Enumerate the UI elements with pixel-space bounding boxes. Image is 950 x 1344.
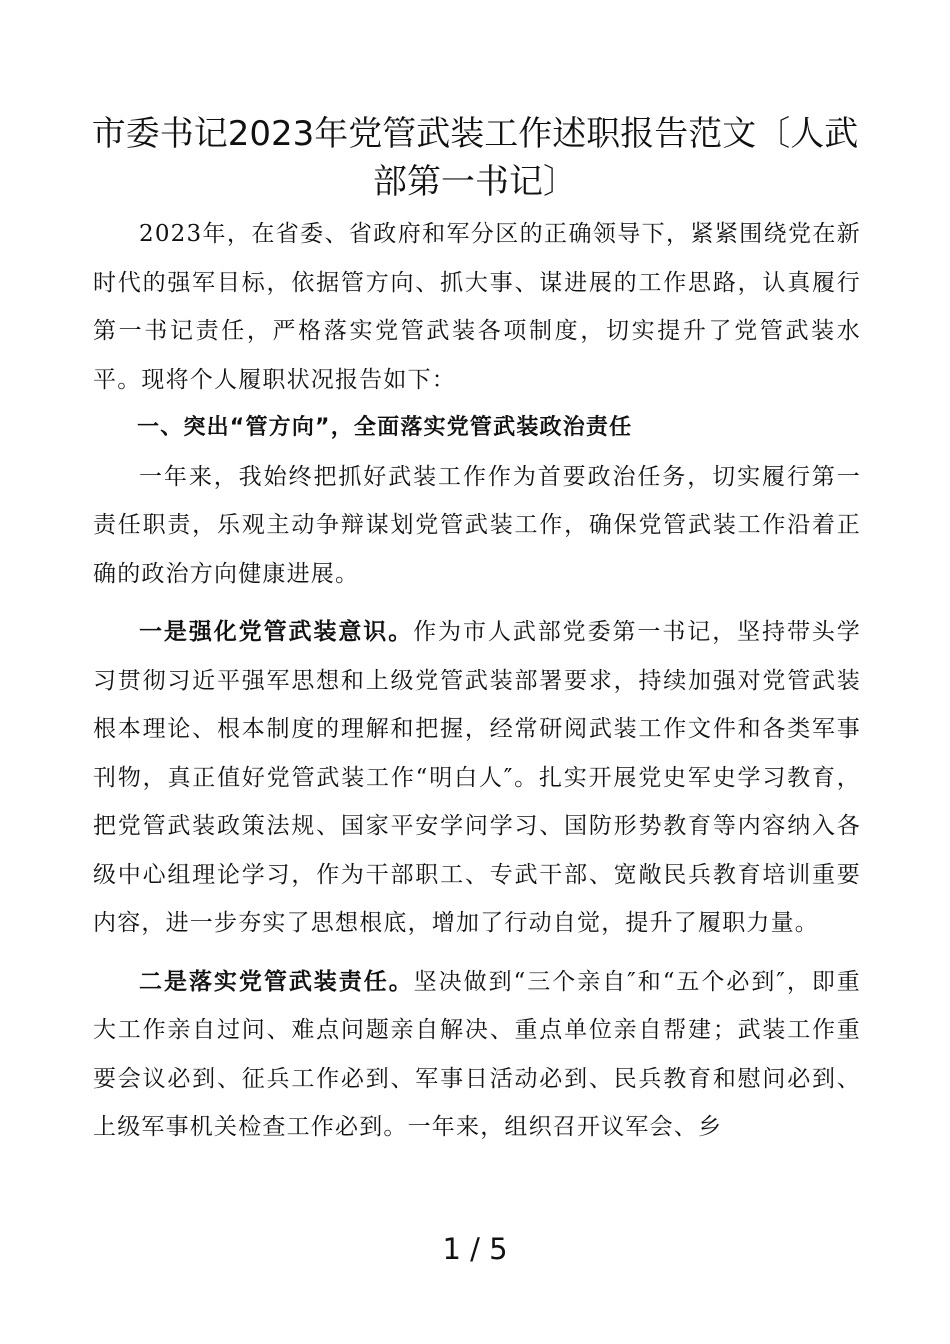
document-body: [93, 210, 861, 1152]
section-intro-paragraph: 一年来，我始终把抓好武装工作作为首要政治任务，切实履行第一责任职责，乐观主动争辩谋划党管武装工作，确保党管武装工作沿着正确的政治方向健康进展。: [93, 463, 861, 587]
point-two-text: 坚决做到“三个亲自″和“五个必到″，即重大工作亲自过问、难点问题亲自解决、重点单位亲自帮建；武装工作重要会议必到、征兵工作必到、军事日活动必到、民兵教育和慰问必到、上级军事机关检查工作必到。一年来，组织召开议军会、乡: [93, 968, 861, 1140]
point-two-paragraph: [93, 958, 861, 1152]
page-indicator: 1 / 5: [442, 1232, 508, 1266]
intro-paragraph: 2023年，在省委、省政府和军分区的正确领导下，紧紧围绕党在新时代的强军目标，依据管方向、抓大事、谋进展的工作思路，认真履行第一书记责任，严格落实党管武装各项制度，切实提升了党管武装水平。现将个人履职状况报告如下：: [93, 221, 861, 393]
section-heading: 一、突出“管方向”，全面落实党管武装政治责任: [137, 415, 633, 440]
document-title: 市委书记2023年党管武装工作述职报告范文〔人武部第一书记〕: [91, 114, 859, 202]
point-two-lead: 二是落实党管武装责任。: [139, 968, 414, 995]
point-one-text: 作为市人武部党委第一书记，坚持带头学习贯彻习近平强军思想和上级党管武装部署要求，持续加强对党管武装根本理论、根本制度的理解和把握，经常研阅武装工作文件和各类军事刊物，真正值好党管武装工作“明白人″。扎实开展党史军史学习教育，把党管武装政策法规、国家平安学问学习、国防形势教育等内容纳入各级中心组理论学习，作为干部职工、专武干部、宽敞民兵教育培训重要内容，进一步夯实了思想根底，增加了行动自觉，提升了履职力量。: [93, 619, 861, 936]
point-one-paragraph: [93, 608, 861, 948]
point-one-lead: 一是强化党管武装意识。: [139, 619, 414, 645]
